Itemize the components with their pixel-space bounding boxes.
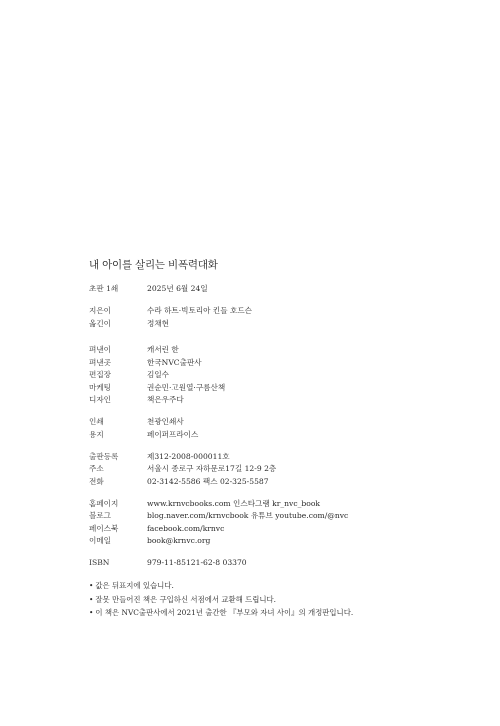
notes-list [89,579,469,620]
bullet-icon: • [89,581,94,590]
blog-label: 블로그 [89,511,112,520]
credits-group [89,305,469,330]
design-value: 책은우주다 [147,395,184,404]
translator-label: 옮긴이 [89,318,112,328]
design-label: 디자인 [89,395,112,404]
edition-label: 초판 1쇄 [89,284,119,293]
printing-row [89,416,469,429]
homepage-value: www.krnvcbooks.com 인스타그램 kr_nvc_book [147,498,320,508]
registration-row [89,451,469,464]
note-item [89,593,469,607]
publishing-house-label: 펴낸곳 [89,357,112,367]
address-row [89,463,469,476]
marketing-row [89,382,469,395]
author-row [89,305,469,318]
note-revision: 이 책은 NVC출판사에서 2021년 출간한 『부모와 자녀 사이』의 개정판입니다. [95,608,354,617]
marketing-label: 마케팅 [89,382,112,392]
phone-label: 전화 [89,476,104,486]
isbn-label: ISBN [89,558,110,567]
phone-row [89,476,469,489]
isbn-row [89,557,469,570]
publisher-label: 펴낸이 [89,345,112,354]
edition-value: 2025년 6월 24일 [147,284,208,293]
publishing-house-row [89,357,469,370]
note-item [89,606,469,620]
email-label: 이메일 [89,536,112,545]
paper-value: 페이퍼프라이스 [147,429,199,439]
design-row [89,394,469,407]
book-title: 내 아이를 살리는 비폭력대화 [89,259,218,271]
colophon [89,258,469,620]
author-value: 수라 하트·빅토리아 킨들 호드슨 [147,306,253,315]
online-group [89,498,469,548]
note-item [89,579,469,593]
address-label: 주소 [89,464,104,473]
translator-row [89,318,469,331]
editor-row [89,369,469,382]
blog-value: blog.naver.com/krnvcbook 유튜브 youtube.com/@nvc [147,511,349,520]
marketing-value: 권순민·고원열·구름산책 [147,382,226,392]
registration-value: 제312-2008-000011호 [147,451,230,461]
edition-row [89,283,469,296]
email-value: book@krnvc.org [147,536,211,545]
registration-group [89,451,469,489]
homepage-row [89,498,469,511]
facebook-label: 페이스북 [89,523,119,533]
note-price: 값은 뒤표지에 있습니다. [95,581,174,590]
production-group [89,416,469,441]
isbn-group [89,557,469,570]
blog-row [89,510,469,523]
printing-label: 인쇄 [89,417,104,426]
facebook-value: facebook.com/krnvc [147,523,225,533]
paper-row [89,429,469,442]
publisher-group [89,344,469,407]
homepage-label: 홈페이지 [89,498,119,508]
bullet-icon: • [89,608,94,617]
bullet-icon: • [89,594,94,604]
editor-label: 편집장 [89,370,112,379]
facebook-row [89,523,469,536]
address-value: 서울시 종로구 자하문로17길 12-9 2층 [147,464,277,473]
editor-value: 김일수 [147,370,170,379]
phone-value: 02-3142-5586 팩스 02-325-5587 [147,476,269,486]
note-exchange: 잘못 만들어진 책은 구입하신 서점에서 교환해 드립니다. [95,594,277,604]
edition-group [89,283,469,296]
publisher-value: 캐서린 한 [147,345,179,354]
isbn-value: 979-11-85121-62-8 03370 [147,558,247,567]
author-label: 지은이 [89,306,112,315]
registration-label: 출판등록 [89,451,119,461]
publisher-row [89,344,469,357]
translator-value: 정채현 [147,318,170,328]
publishing-house-value: 한국NVC출판사 [147,357,202,367]
paper-label: 용지 [89,429,104,439]
printing-value: 천광인쇄사 [147,417,184,426]
email-row [89,535,469,548]
